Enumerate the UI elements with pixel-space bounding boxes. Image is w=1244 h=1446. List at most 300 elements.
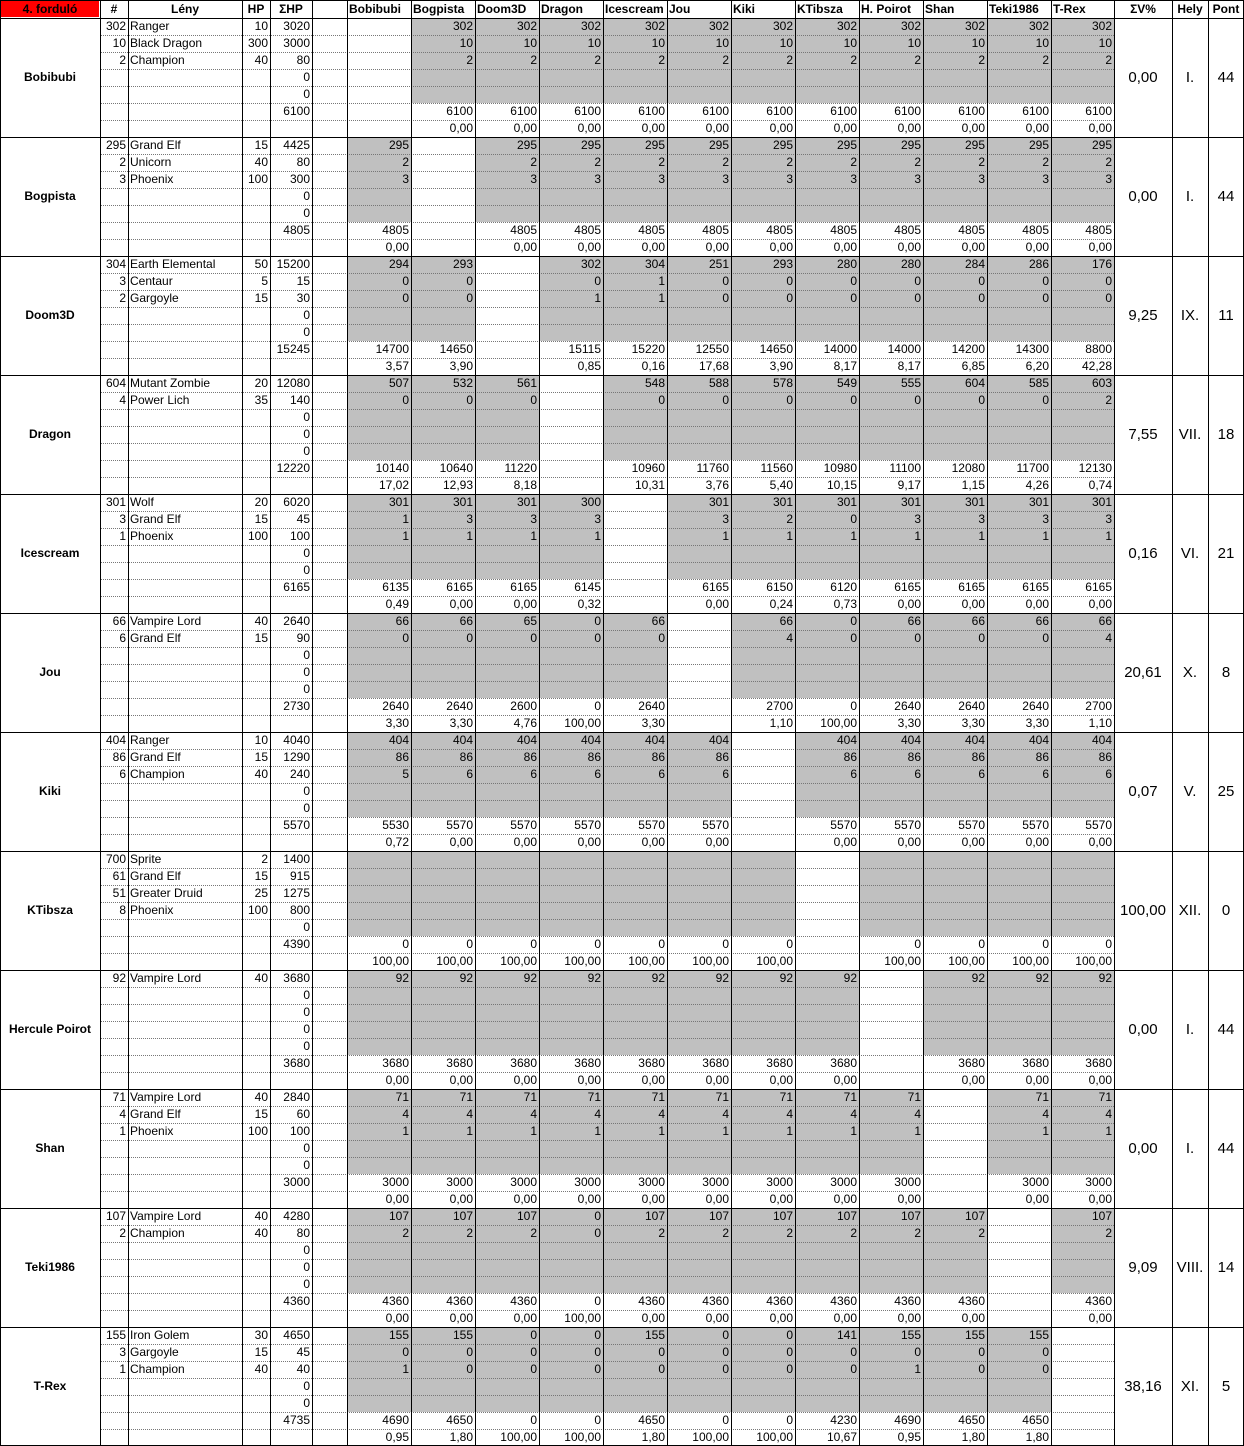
survivor-value[interactable]: 4: [1105, 631, 1112, 645]
unit-hp[interactable]: 40: [254, 1209, 268, 1223]
header-opponent[interactable]: Kiki: [733, 2, 756, 16]
survivor-value[interactable]: 71: [587, 1090, 601, 1104]
header-opponent[interactable]: KTibsza: [797, 2, 843, 16]
unit-creature[interactable]: Grand Elf: [130, 1107, 181, 1121]
survivor-value[interactable]: 295: [1091, 138, 1112, 152]
survivor-value[interactable]: 548: [644, 376, 665, 390]
unit-total-hp[interactable]: 0: [303, 87, 310, 101]
player-place[interactable]: V.: [1183, 783, 1197, 800]
hp-after-value[interactable]: 2640: [638, 699, 665, 713]
survivor-value[interactable]: 3: [850, 172, 857, 186]
loss-pct-value[interactable]: 3,90: [449, 359, 473, 373]
loss-pct-value[interactable]: 0,00: [833, 835, 857, 849]
hp-after-value[interactable]: 10140: [375, 461, 409, 475]
unit-hp[interactable]: 100: [247, 172, 268, 186]
loss-pct-value[interactable]: 10,67: [826, 1430, 857, 1444]
survivor-value[interactable]: 3: [1042, 512, 1049, 526]
unit-total-hp[interactable]: 0: [303, 444, 310, 458]
survivor-value[interactable]: 0: [402, 393, 409, 407]
survivor-value[interactable]: [667, 613, 731, 630]
unit-count[interactable]: 8: [119, 903, 126, 917]
hp-after-value[interactable]: 6100: [1022, 104, 1049, 118]
unit-total-hp[interactable]: 0: [303, 206, 310, 220]
player-sum-pct[interactable]: 7,55: [1128, 426, 1158, 443]
unit-hp[interactable]: 40: [254, 155, 268, 169]
header-total-hp[interactable]: ΣHP: [279, 2, 303, 16]
player-total-hp[interactable]: 12220: [276, 461, 310, 475]
hp-after-value[interactable]: 5570: [830, 818, 857, 832]
unit-creature[interactable]: [128, 1004, 242, 1021]
survivor-value[interactable]: 0: [722, 1328, 729, 1342]
player-name[interactable]: Jou: [39, 665, 61, 679]
survivor-value[interactable]: [923, 1123, 987, 1140]
survivor-value[interactable]: 604: [964, 376, 985, 390]
loss-pct-value[interactable]: [987, 1310, 1051, 1327]
survivor-value[interactable]: 2: [786, 1226, 793, 1240]
unit-creature[interactable]: Earth Elemental: [130, 257, 216, 271]
survivor-value[interactable]: 549: [836, 376, 857, 390]
unit-hp[interactable]: [242, 647, 270, 664]
survivor-value[interactable]: 301: [772, 495, 793, 509]
loss-pct-value[interactable]: 100,00: [692, 1430, 729, 1444]
unit-count[interactable]: 1: [119, 1362, 126, 1376]
hp-after-value[interactable]: 0: [978, 937, 985, 951]
survivor-value[interactable]: 0: [914, 291, 921, 305]
survivor-value[interactable]: 2: [1105, 1226, 1112, 1240]
survivor-value[interactable]: 301: [836, 495, 857, 509]
hp-after-value[interactable]: 2640: [382, 699, 409, 713]
survivor-value[interactable]: 2: [530, 155, 537, 169]
hp-after-value[interactable]: [731, 817, 795, 834]
hp-after-value[interactable]: 4805: [830, 223, 857, 237]
hp-after-value[interactable]: 0: [722, 937, 729, 951]
hp-after-value[interactable]: [347, 103, 411, 120]
survivor-value[interactable]: 2: [1105, 155, 1112, 169]
loss-pct-value[interactable]: 0,00: [1025, 121, 1049, 135]
survivor-value[interactable]: 6: [1042, 767, 1049, 781]
survivor-value[interactable]: 176: [1091, 257, 1112, 271]
survivor-value[interactable]: 10: [843, 36, 857, 50]
unit-creature[interactable]: Phoenix: [130, 172, 174, 186]
unit-creature[interactable]: [128, 324, 242, 341]
survivor-value[interactable]: 1: [402, 512, 409, 526]
survivor-value[interactable]: 2: [914, 155, 921, 169]
unit-hp[interactable]: [242, 987, 270, 1004]
survivor-value[interactable]: 0: [466, 631, 473, 645]
unit-count[interactable]: 700: [105, 852, 126, 866]
unit-creature[interactable]: [128, 1038, 242, 1055]
loss-pct-value[interactable]: 0,00: [385, 240, 409, 254]
unit-hp[interactable]: [242, 205, 270, 222]
survivor-value[interactable]: 1: [1042, 529, 1049, 543]
hp-after-value[interactable]: 0: [530, 937, 537, 951]
survivor-value[interactable]: 2: [722, 1226, 729, 1240]
unit-total-hp[interactable]: 40: [296, 1362, 310, 1376]
unit-total-hp[interactable]: 0: [303, 1158, 310, 1172]
survivor-value[interactable]: 6: [850, 767, 857, 781]
survivor-value[interactable]: 404: [516, 733, 537, 747]
unit-creature[interactable]: [128, 783, 242, 800]
unit-total-hp[interactable]: 6020: [283, 495, 310, 509]
unit-hp[interactable]: [242, 919, 270, 936]
loss-pct-value[interactable]: [667, 715, 731, 732]
loss-pct-value[interactable]: 0,00: [833, 121, 857, 135]
hp-after-value[interactable]: 3680: [1022, 1056, 1049, 1070]
survivor-value[interactable]: 3: [978, 512, 985, 526]
unit-count[interactable]: 6: [119, 767, 126, 781]
player-points[interactable]: 44: [1217, 1140, 1235, 1157]
unit-count[interactable]: [100, 987, 128, 1004]
loss-pct-value[interactable]: 0,00: [705, 1192, 729, 1206]
survivor-value[interactable]: 301: [1028, 495, 1049, 509]
unit-hp[interactable]: [242, 409, 270, 426]
survivor-value[interactable]: 2: [402, 155, 409, 169]
survivor-value[interactable]: 0: [978, 274, 985, 288]
survivor-value[interactable]: 92: [651, 971, 665, 985]
unit-hp[interactable]: [242, 188, 270, 205]
loss-pct-value[interactable]: 0,00: [1025, 1073, 1049, 1087]
unit-count[interactable]: 3: [119, 1345, 126, 1359]
hp-after-value[interactable]: 6100: [1085, 104, 1112, 118]
loss-pct-value[interactable]: 0,00: [577, 240, 601, 254]
hp-after-value[interactable]: 0: [786, 1413, 793, 1427]
unit-creature[interactable]: [128, 205, 242, 222]
survivor-value[interactable]: 86: [1098, 750, 1112, 764]
loss-pct-value[interactable]: [347, 120, 411, 137]
unit-creature[interactable]: Champion: [130, 1362, 185, 1376]
survivor-value[interactable]: 6: [594, 767, 601, 781]
survivor-value[interactable]: 1: [850, 529, 857, 543]
loss-pct-value[interactable]: 6,85: [961, 359, 985, 373]
survivor-value[interactable]: 0: [722, 291, 729, 305]
unit-total-hp[interactable]: 0: [303, 1396, 310, 1410]
loss-pct-value[interactable]: 0,00: [1025, 835, 1049, 849]
survivor-value[interactable]: 1: [914, 1362, 921, 1376]
unit-hp[interactable]: 40: [254, 1226, 268, 1240]
hp-after-value[interactable]: 3000: [446, 1175, 473, 1189]
unit-hp[interactable]: 10: [254, 733, 268, 747]
unit-creature[interactable]: [128, 69, 242, 86]
hp-after-value[interactable]: 6165: [894, 580, 921, 594]
survivor-value[interactable]: 66: [971, 614, 985, 628]
survivor-value[interactable]: 10: [779, 36, 793, 50]
unit-hp[interactable]: [242, 69, 270, 86]
hp-after-value[interactable]: 4650: [638, 1413, 665, 1427]
loss-pct-value[interactable]: 1,10: [1088, 716, 1112, 730]
survivor-value[interactable]: 0: [786, 274, 793, 288]
survivor-value[interactable]: 92: [715, 971, 729, 985]
unit-hp[interactable]: 300: [247, 36, 268, 50]
unit-hp[interactable]: 25: [254, 886, 268, 900]
survivor-value[interactable]: 92: [395, 971, 409, 985]
unit-count[interactable]: [100, 800, 128, 817]
player-sum-pct[interactable]: 0,00: [1128, 1140, 1158, 1157]
unit-total-hp[interactable]: 80: [296, 53, 310, 67]
loss-pct-value[interactable]: 4,76: [513, 716, 537, 730]
survivor-value[interactable]: 301: [708, 495, 729, 509]
survivor-value[interactable]: 0: [530, 1328, 537, 1342]
survivor-value[interactable]: 71: [779, 1090, 793, 1104]
unit-total-hp[interactable]: 3680: [283, 971, 310, 985]
hp-after-value[interactable]: 6165: [446, 580, 473, 594]
loss-pct-value[interactable]: 0,00: [385, 1073, 409, 1087]
survivor-value[interactable]: 2: [658, 1226, 665, 1240]
hp-after-value[interactable]: 4690: [894, 1413, 921, 1427]
player-name[interactable]: Icescream: [20, 546, 80, 560]
hp-after-value[interactable]: 2640: [958, 699, 985, 713]
unit-hp[interactable]: 40: [254, 614, 268, 628]
survivor-value[interactable]: 92: [843, 971, 857, 985]
survivor-value[interactable]: [1051, 1344, 1114, 1361]
sheet-title[interactable]: 4. forduló: [1, 1, 99, 17]
hp-after-value[interactable]: 4360: [446, 1294, 473, 1308]
hp-after-value[interactable]: 4805: [766, 223, 793, 237]
hp-after-value[interactable]: 3680: [702, 1056, 729, 1070]
hp-after-value[interactable]: 11560: [760, 461, 793, 475]
player-total-hp[interactable]: 4390: [283, 937, 310, 951]
unit-creature[interactable]: Unicorn: [130, 155, 172, 169]
unit-total-hp[interactable]: 15200: [276, 257, 310, 271]
unit-count[interactable]: 51: [112, 886, 126, 900]
hp-after-value[interactable]: 4805: [382, 223, 409, 237]
survivor-value[interactable]: 107: [644, 1209, 665, 1223]
hp-after-value[interactable]: 14650: [439, 342, 473, 356]
unit-hp[interactable]: 2: [261, 852, 268, 866]
unit-total-hp[interactable]: 0: [303, 988, 310, 1002]
unit-total-hp[interactable]: 0: [303, 1260, 310, 1274]
hp-after-value[interactable]: 4230: [830, 1413, 857, 1427]
survivor-value[interactable]: 404: [708, 733, 729, 747]
survivor-value[interactable]: [987, 1225, 1051, 1242]
loss-pct-value[interactable]: [923, 1191, 987, 1208]
survivor-value[interactable]: 6: [722, 767, 729, 781]
hp-after-value[interactable]: 0: [594, 1413, 601, 1427]
loss-pct-value[interactable]: 100,00: [500, 954, 537, 968]
hp-after-value[interactable]: 4360: [1085, 1294, 1112, 1308]
player-total-hp[interactable]: 4735: [283, 1413, 310, 1427]
survivor-value[interactable]: [411, 154, 475, 171]
hp-after-value[interactable]: 5570: [1022, 818, 1049, 832]
hp-after-value[interactable]: 4805: [958, 223, 985, 237]
unit-hp[interactable]: 40: [254, 767, 268, 781]
unit-total-hp[interactable]: 0: [303, 801, 310, 815]
unit-total-hp[interactable]: 0: [303, 70, 310, 84]
unit-creature[interactable]: [128, 545, 242, 562]
survivor-value[interactable]: 1: [1105, 1124, 1112, 1138]
unit-count[interactable]: [100, 1242, 128, 1259]
survivor-value[interactable]: 0: [1105, 291, 1112, 305]
loss-pct-value[interactable]: 100,00: [500, 1430, 537, 1444]
loss-pct-value[interactable]: 0,49: [385, 597, 409, 611]
loss-pct-value[interactable]: 100,00: [564, 1311, 601, 1325]
survivor-value[interactable]: 507: [388, 376, 409, 390]
hp-after-value[interactable]: 6100: [830, 104, 857, 118]
survivor-value[interactable]: 2: [850, 1226, 857, 1240]
survivor-value[interactable]: 5: [402, 767, 409, 781]
unit-creature[interactable]: Greater Druid: [130, 886, 203, 900]
survivor-value[interactable]: 66: [1098, 614, 1112, 628]
player-points[interactable]: 25: [1217, 783, 1235, 800]
header-sum-pct[interactable]: ΣV%: [1130, 2, 1156, 16]
loss-pct-value[interactable]: 10,31: [634, 478, 665, 492]
survivor-value[interactable]: 404: [1091, 733, 1112, 747]
loss-pct-value[interactable]: 0,00: [961, 121, 985, 135]
survivor-value[interactable]: 280: [900, 257, 921, 271]
survivor-value[interactable]: 10: [971, 36, 985, 50]
survivor-value[interactable]: 6: [978, 767, 985, 781]
survivor-value[interactable]: 0: [658, 1362, 665, 1376]
unit-total-hp[interactable]: 2840: [283, 1090, 310, 1104]
survivor-value[interactable]: 2: [914, 53, 921, 67]
unit-total-hp[interactable]: 12080: [276, 376, 310, 390]
unit-creature[interactable]: Iron Golem: [130, 1328, 190, 1342]
survivor-value[interactable]: 301: [388, 495, 409, 509]
survivor-value[interactable]: 2: [594, 155, 601, 169]
hp-after-value[interactable]: 5570: [958, 818, 985, 832]
survivor-value[interactable]: 6: [914, 767, 921, 781]
survivor-value[interactable]: 0: [594, 614, 601, 628]
loss-pct-value[interactable]: 0,72: [385, 835, 409, 849]
loss-pct-value[interactable]: 0,00: [513, 1311, 537, 1325]
survivor-value[interactable]: 1: [402, 1362, 409, 1376]
survivor-value[interactable]: 10: [1098, 36, 1112, 50]
loss-pct-value[interactable]: 1,80: [641, 1430, 665, 1444]
loss-pct-value[interactable]: 0,00: [769, 1311, 793, 1325]
survivor-value[interactable]: 155: [964, 1328, 985, 1342]
loss-pct-value[interactable]: 0,00: [897, 835, 921, 849]
survivor-value[interactable]: 1: [594, 1124, 601, 1138]
player-points[interactable]: 18: [1217, 426, 1235, 443]
survivor-value[interactable]: 3: [1042, 172, 1049, 186]
header-opponent[interactable]: Doom3D: [477, 2, 527, 16]
loss-pct-value[interactable]: 0,00: [641, 1192, 665, 1206]
survivor-value[interactable]: 404: [836, 733, 857, 747]
hp-after-value[interactable]: 0: [786, 937, 793, 951]
survivor-value[interactable]: 1: [978, 529, 985, 543]
unit-count[interactable]: 404: [105, 733, 126, 747]
unit-creature[interactable]: [128, 987, 242, 1004]
hp-after-value[interactable]: 5570: [702, 818, 729, 832]
survivor-value[interactable]: 1: [786, 529, 793, 543]
hp-after-value[interactable]: 8800: [1085, 342, 1112, 356]
unit-count[interactable]: [100, 1395, 128, 1412]
unit-count[interactable]: [100, 664, 128, 681]
hp-after-value[interactable]: 12550: [695, 342, 729, 356]
loss-pct-value[interactable]: 3,76: [705, 478, 729, 492]
survivor-value[interactable]: 0: [530, 631, 537, 645]
loss-pct-value[interactable]: 1,80: [1025, 1430, 1049, 1444]
survivor-value[interactable]: [475, 273, 539, 290]
unit-total-hp[interactable]: 915: [289, 869, 310, 883]
survivor-value[interactable]: 107: [1091, 1209, 1112, 1223]
survivor-value[interactable]: 0: [850, 274, 857, 288]
survivor-value[interactable]: 3: [1105, 172, 1112, 186]
hp-after-value[interactable]: 11760: [696, 461, 729, 475]
unit-hp[interactable]: 50: [254, 257, 268, 271]
loss-pct-value[interactable]: 0,00: [705, 597, 729, 611]
survivor-value[interactable]: 0: [594, 631, 601, 645]
survivor-value[interactable]: 588: [708, 376, 729, 390]
player-total-hp[interactable]: 3000: [283, 1175, 310, 1189]
survivor-value[interactable]: 0: [978, 393, 985, 407]
survivor-value[interactable]: 107: [836, 1209, 857, 1223]
hp-after-value[interactable]: 0: [850, 699, 857, 713]
loss-pct-value[interactable]: 0,00: [897, 597, 921, 611]
survivor-value[interactable]: 71: [459, 1090, 473, 1104]
survivor-value[interactable]: 284: [964, 257, 985, 271]
unit-creature[interactable]: Phoenix: [130, 529, 174, 543]
player-sum-pct[interactable]: 20,61: [1124, 664, 1162, 681]
unit-creature[interactable]: Grand Elf: [130, 750, 181, 764]
player-total-hp[interactable]: 5570: [283, 818, 310, 832]
hp-after-value[interactable]: 6100: [446, 104, 473, 118]
survivor-value[interactable]: 0: [722, 393, 729, 407]
unit-creature[interactable]: Vampire Lord: [130, 971, 202, 985]
survivor-value[interactable]: 2: [786, 512, 793, 526]
survivor-value[interactable]: 2: [1042, 155, 1049, 169]
hp-after-value[interactable]: 0: [658, 937, 665, 951]
loss-pct-value[interactable]: 0,00: [833, 1311, 857, 1325]
survivor-value[interactable]: 2: [658, 53, 665, 67]
survivor-value[interactable]: 0: [978, 1345, 985, 1359]
hp-after-value[interactable]: 3680: [446, 1056, 473, 1070]
unit-hp[interactable]: [242, 426, 270, 443]
survivor-value[interactable]: 3: [722, 512, 729, 526]
unit-count[interactable]: [100, 307, 128, 324]
loss-pct-value[interactable]: 0,00: [513, 240, 537, 254]
loss-pct-value[interactable]: 0,00: [449, 1073, 473, 1087]
unit-creature[interactable]: [128, 1242, 242, 1259]
player-points[interactable]: 44: [1217, 188, 1235, 205]
unit-creature[interactable]: Grand Elf: [130, 512, 181, 526]
survivor-value[interactable]: [347, 18, 411, 35]
survivor-value[interactable]: [987, 1208, 1051, 1225]
survivor-value[interactable]: 71: [523, 1090, 537, 1104]
survivor-value[interactable]: 0: [466, 274, 473, 288]
hp-after-value[interactable]: [1051, 1412, 1114, 1429]
unit-total-hp[interactable]: 45: [296, 512, 310, 526]
unit-total-hp[interactable]: 45: [296, 1345, 310, 1359]
survivor-value[interactable]: 1: [914, 1124, 921, 1138]
loss-pct-value[interactable]: 0,00: [961, 1073, 985, 1087]
loss-pct-value[interactable]: 0,00: [961, 835, 985, 849]
player-points[interactable]: 5: [1221, 1378, 1231, 1395]
survivor-value[interactable]: 0: [466, 291, 473, 305]
hp-after-value[interactable]: 6100: [702, 104, 729, 118]
survivor-value[interactable]: 2: [658, 155, 665, 169]
loss-pct-value[interactable]: 3,30: [449, 716, 473, 730]
hp-after-value[interactable]: 6165: [702, 580, 729, 594]
survivor-value[interactable]: 0: [594, 1345, 601, 1359]
header-creature[interactable]: Lény: [170, 2, 199, 16]
unit-hp[interactable]: 20: [254, 495, 268, 509]
hp-after-value[interactable]: [859, 1055, 923, 1072]
survivor-value[interactable]: 302: [836, 19, 857, 33]
player-sum-pct[interactable]: 38,16: [1124, 1378, 1162, 1395]
survivor-value[interactable]: 0: [786, 1362, 793, 1376]
loss-pct-value[interactable]: [1051, 1429, 1114, 1446]
hp-after-value[interactable]: 4650: [446, 1413, 473, 1427]
survivor-value[interactable]: 4: [530, 1107, 537, 1121]
survivor-value[interactable]: 71: [395, 1090, 409, 1104]
survivor-value[interactable]: [603, 511, 667, 528]
unit-creature[interactable]: [128, 1140, 242, 1157]
survivor-value[interactable]: 0: [1105, 274, 1112, 288]
survivor-value[interactable]: 295: [900, 138, 921, 152]
loss-pct-value[interactable]: 100,00: [948, 954, 985, 968]
player-sum-pct[interactable]: 0,07: [1128, 783, 1158, 800]
survivor-value[interactable]: 0: [466, 1362, 473, 1376]
